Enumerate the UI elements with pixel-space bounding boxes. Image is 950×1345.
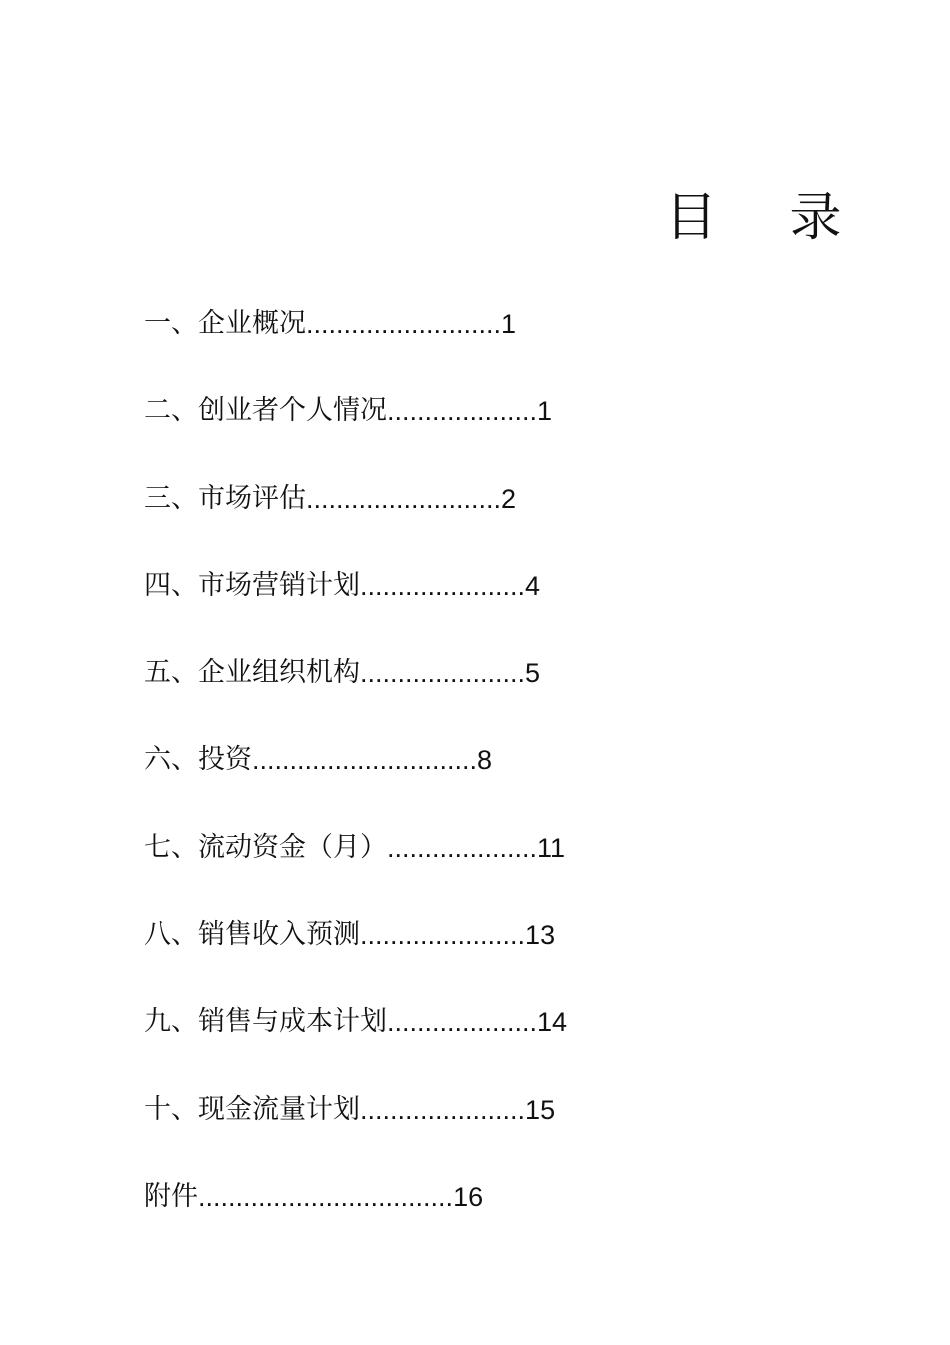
toc-entry-leader: ...................... xyxy=(360,1094,526,1125)
toc-entry-leader: ...................... xyxy=(360,920,526,951)
toc-entry[interactable] xyxy=(144,568,567,655)
toc-entry[interactable] xyxy=(144,393,567,480)
toc-entry-label: 八、销售收入预测 xyxy=(144,919,360,951)
toc-entry[interactable] xyxy=(144,1179,567,1266)
toc-entry-leader: .............................. xyxy=(252,745,478,776)
toc-entry-label: 一、企业概况 xyxy=(144,308,306,339)
toc-entry-label: 六、投资 xyxy=(144,744,252,776)
toc-entry-page: 15 xyxy=(525,1094,556,1125)
toc-entry[interactable] xyxy=(144,481,567,568)
toc-entry-label: 四、市场营销计划 xyxy=(144,569,360,601)
toc-entry-page: 2 xyxy=(501,483,517,514)
toc-entry-label: 五、企业组织机构 xyxy=(144,657,360,689)
toc-entry-page: 16 xyxy=(453,1181,484,1212)
toc-entry-label: 九、销售与成本计划 xyxy=(144,1006,387,1038)
toc-entry-page: 11 xyxy=(537,832,566,863)
toc-entry-label: 附件 xyxy=(144,1180,198,1212)
toc-entry-page: 1 xyxy=(537,396,553,427)
toc-entry-label: 二、创业者个人情况 xyxy=(144,395,387,427)
toc-entry-leader: .................................. xyxy=(198,1181,454,1212)
toc-list xyxy=(144,306,567,1266)
toc-entry-leader: .......................... xyxy=(306,483,502,514)
toc-entry-label: 三、市场评估 xyxy=(144,482,306,514)
toc-entry-page: 5 xyxy=(525,658,541,689)
toc-entry[interactable] xyxy=(144,742,567,829)
toc-entry-page: 13 xyxy=(525,920,556,951)
toc-entry[interactable] xyxy=(144,1092,567,1179)
toc-entry[interactable] xyxy=(144,830,567,917)
toc-entry[interactable] xyxy=(144,655,567,742)
toc-entry[interactable] xyxy=(144,917,567,1004)
toc-entry-leader: ...................... xyxy=(360,570,526,601)
toc-entry-page: 14 xyxy=(537,1007,568,1038)
toc-entry-leader: .................... xyxy=(387,1007,538,1038)
toc-entry-page: 8 xyxy=(477,745,493,776)
toc-entry-page: 4 xyxy=(525,570,541,601)
toc-entry-page: 1 xyxy=(501,309,517,339)
toc-entry[interactable] xyxy=(144,306,567,393)
toc-entry-leader: ...................... xyxy=(360,658,526,689)
toc-entry[interactable] xyxy=(144,1004,567,1091)
toc-entry-leader: .................... xyxy=(387,832,538,863)
toc-entry-leader: .......................... xyxy=(306,309,502,339)
toc-title: 目 录 xyxy=(665,188,870,248)
toc-entry-leader: .................... xyxy=(387,396,538,427)
toc-entry-label: 七、流动资金（月） xyxy=(144,831,387,863)
toc-entry-label: 十、现金流量计划 xyxy=(144,1093,360,1125)
